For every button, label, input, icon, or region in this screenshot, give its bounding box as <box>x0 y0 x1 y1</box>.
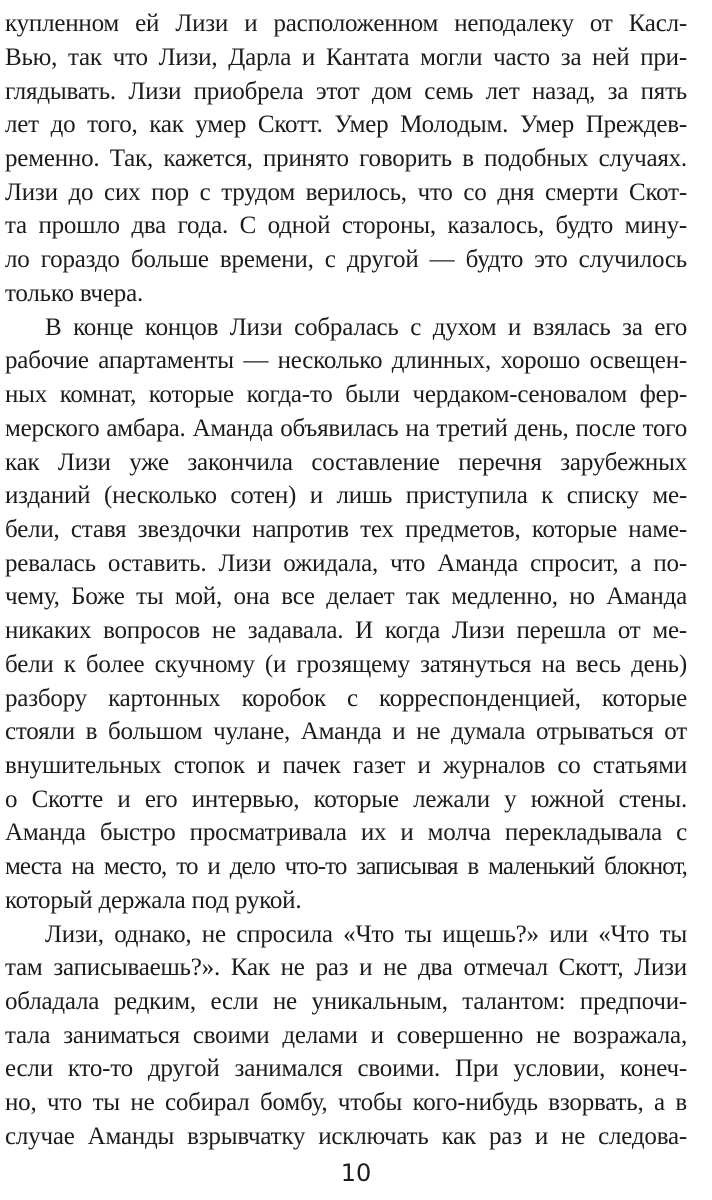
text-line: В конце концов Лизи собралась с духом и взялась за его <box>45 314 687 341</box>
text-line: обладала редким, если не уникальным, талантом: предпочи- <box>5 988 687 1015</box>
text-line: тала заниматься своими делами и совершенно не возражала, <box>5 1022 687 1049</box>
text-line: глядывать. Лизи приобрела этот дом семь лет назад, за пять <box>5 78 687 105</box>
text-line: Лизи до сих пор с трудом верилось, что со дня смерти Скот- <box>5 179 687 206</box>
text-line: стояли в большом чулане, Аманда и не думала отрываться от <box>5 718 687 745</box>
text-line: мерского амбара. Аманда объявилась на третий день, после того <box>5 415 687 442</box>
text-line: но, что ты не собирал бомбу, чтобы кого-нибудь взорвать, а в <box>5 1089 687 1116</box>
text-line: ременно. Так, кажется, принято говорить в подобных случаях. <box>5 145 687 172</box>
text-line: который держала под рукой. <box>5 887 302 914</box>
text-line: ло гораздо больше времени, с другой — будто это случилось <box>5 246 687 273</box>
text-line: бели, ставя звездочки напротив тех предметов, которые наме- <box>5 516 687 543</box>
text-line: никаких вопросов не задавала. И когда Лизи перешла от ме- <box>5 617 687 644</box>
text-line: Аманда быстро просматривала их и молча перекладывала с <box>5 819 687 846</box>
text-line: купленном ей Лизи и расположенном неподалеку от Касл- <box>5 10 687 37</box>
text-line: о Скотте и его интервью, которые лежали у южной стены. <box>5 786 687 813</box>
text-line: бели к более скучному (и грозящему затянуться на весь день) <box>5 651 687 678</box>
text-line: если кто-то другой занимался своими. При условии, конеч- <box>5 1055 687 1082</box>
text-line: лет до того, как умер Скотт. Умер Молодым. Умер Преждев- <box>5 111 687 138</box>
text-line: та прошло два года. С одной стороны, казалось, будто мину- <box>5 212 687 239</box>
text-line: только вчера. <box>5 280 144 307</box>
text-line: изданий (несколько сотен) и лишь приступила к списку ме- <box>5 482 687 509</box>
text-line: как Лизи уже закончила составление перечня зарубежных <box>5 449 687 476</box>
text-line: там записываешь?». Как не раз и не два отмечал Скотт, Лизи <box>5 954 687 981</box>
text-line: Лизи, однако, не спросила «Что ты ищешь?» или «Что ты <box>45 921 687 948</box>
text-line: внушительных стопок и пачек газет и журналов со статьями <box>5 752 687 779</box>
text-line: места на место, то и дело что-то записывая в маленький блокнот, <box>5 853 687 880</box>
text-line: разбору картонных коробок с корреспонденцией, которые <box>5 685 687 712</box>
text-line: рабочие апартаменты — несколько длинных, хорошо освещен- <box>5 347 687 374</box>
text-line: случае Аманды взрывчатку исключать как раз и не следова- <box>5 1123 687 1150</box>
book-page <box>5 0 687 1200</box>
text-line: Вью, так что Лизи, Дарла и Кантата могли часто за ней при- <box>5 44 687 71</box>
text-line: ных комнат, которые когда-то были чердаком-сеновалом фер- <box>5 381 687 408</box>
text-line: ревалась оставить. Лизи ожидала, что Аманда спросит, а по- <box>5 550 687 577</box>
text-line: чему, Боже ты мой, она все делает так медленно, но Аманда <box>5 583 687 610</box>
page-number: 10 <box>340 1159 372 1187</box>
